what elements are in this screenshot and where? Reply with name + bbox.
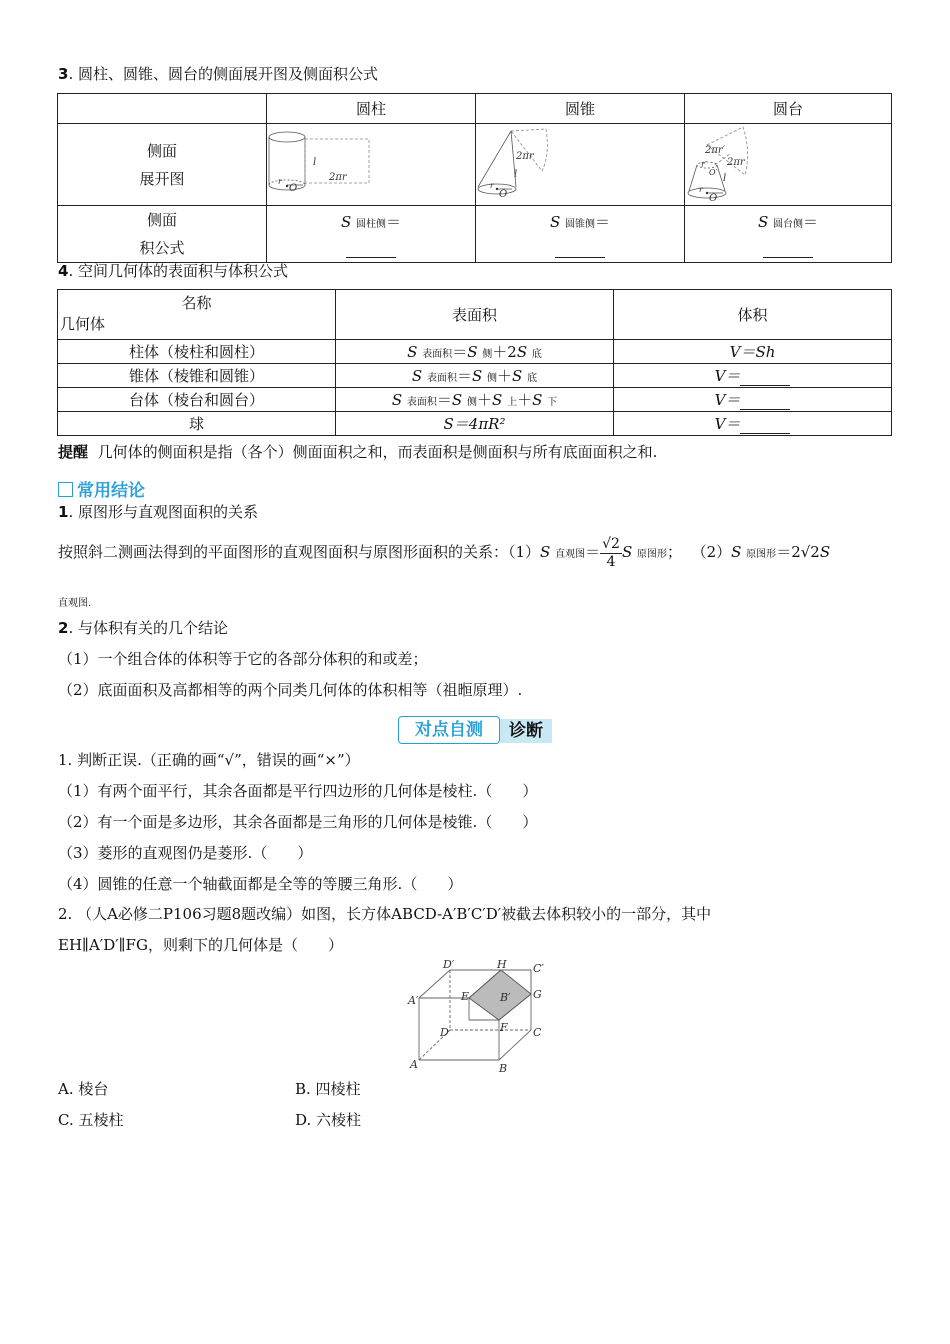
question-1-stem: 1. 判断正误.（正确的画“√”，错误的画“×”） bbox=[58, 751, 360, 769]
lateral-surface-table bbox=[57, 93, 892, 263]
table3-header-cylinder: 圆柱 bbox=[267, 94, 476, 124]
reminder: 提醒 几何体的侧面积是指（各个）侧面面积之和，而表面积是侧面积与所有底面面积之和. bbox=[58, 443, 658, 461]
section-3-heading: 3. 圆柱、圆锥、圆台的侧面展开图及侧面积公式 bbox=[58, 65, 378, 83]
frustum-formula: S 圆台侧＝ bbox=[685, 206, 892, 263]
fraction: $\frac{√2}{4}$ bbox=[602, 535, 620, 570]
frustum-net-drawing bbox=[685, 125, 891, 205]
question-1-item: （2）有一个面是多边形，其余各面都是三角形的几何体是棱锥.（ ） bbox=[58, 813, 538, 831]
table3-row2-label: 侧面 积公式 bbox=[58, 206, 267, 263]
cone-O-label: O bbox=[499, 188, 508, 200]
option-d[interactable]: D. 六棱柱 bbox=[295, 1111, 362, 1129]
frus-2pir-top-label: 2πr′ bbox=[705, 144, 725, 156]
frus-O-label: O bbox=[709, 192, 718, 204]
volume-blank[interactable] bbox=[740, 395, 790, 410]
banner-right: 诊断 bbox=[500, 719, 552, 743]
conclusion-1-heading: 1. 原图形与直观图面积的关系 bbox=[58, 503, 258, 521]
table-row bbox=[58, 412, 892, 436]
table3-header-cone: 圆锥 bbox=[476, 94, 685, 124]
label-C: C bbox=[533, 1026, 542, 1039]
table3-corner bbox=[58, 94, 267, 124]
checkbox-icon bbox=[58, 482, 73, 497]
cone-formula-blank[interactable] bbox=[555, 243, 605, 258]
question-1-item: （3）菱形的直观图仍是菱形.（ ） bbox=[58, 844, 313, 862]
volume-blank[interactable] bbox=[740, 419, 790, 434]
common-conclusions-heading: 常用结论 bbox=[58, 476, 145, 501]
question-2-stem-line2: EH∥A′D′∥FG，则剩下的几何体是（ ） bbox=[58, 936, 343, 954]
row-name: 台体（棱台和圆台） bbox=[58, 388, 336, 412]
frustum-formula-blank[interactable] bbox=[763, 243, 813, 258]
frus-r-label: r bbox=[699, 184, 703, 194]
question-2-stem-line1: 2. （人A必修二P106习题8题改编）如图，长方体ABCD-A′B′C′D′被截去体积较小的一部分，其中 bbox=[58, 905, 712, 923]
table4-corner: 名称 几何体 bbox=[58, 290, 336, 340]
cone-formula: S 圆锥侧＝ bbox=[476, 206, 685, 263]
cone-l-label: l bbox=[514, 168, 518, 180]
option-a[interactable]: A. 棱台 bbox=[58, 1080, 109, 1098]
conclusion-2-item: （2）底面面积及高都相等的两个同类几何体的体积相等（祖暅原理）. bbox=[58, 681, 523, 699]
label-D: D bbox=[440, 1026, 449, 1039]
row-surface: S＝4πR² bbox=[336, 412, 614, 436]
cone-net-drawing bbox=[476, 125, 682, 205]
cylinder-net-drawing bbox=[267, 125, 473, 205]
table4-header-surface: 表面积 bbox=[336, 290, 614, 340]
question-1-item: （1）有两个面平行，其余各面都是平行四边形的几何体是棱柱.（ ） bbox=[58, 782, 538, 800]
frus-2pir-label: 2πr bbox=[727, 156, 745, 168]
conclusion-1-tail: 直观图. bbox=[58, 598, 92, 609]
row-name: 锥体（棱锥和圆锥） bbox=[58, 364, 336, 388]
row-name: 球 bbox=[58, 412, 336, 436]
banner-left: 对点自测 bbox=[398, 716, 500, 744]
cone-net-figure bbox=[476, 124, 685, 206]
label-C1: C′ bbox=[533, 962, 544, 975]
conclusion-1-text: 按照斜二测画法得到的平面图形的直观图面积与原图形面积的关系：（1）S 直观图＝ $\frac{√2}{4}$ S 原图形； （2）S 原图形＝2√2S bbox=[58, 535, 831, 570]
label-B: B bbox=[499, 1062, 508, 1075]
cyl-2pir-label: 2πr bbox=[329, 171, 347, 183]
option-c[interactable]: C. 五棱柱 bbox=[58, 1111, 124, 1129]
label-D1: D′ bbox=[443, 958, 455, 971]
section-4-heading: 4. 空间几何体的表面积与体积公式 bbox=[58, 262, 288, 280]
label-B1: B′ bbox=[500, 991, 511, 1004]
conclusion-2-heading: 2. 与体积有关的几个结论 bbox=[58, 619, 228, 637]
conclusion-2-item: （1）一个组合体的体积等于它的各部分体积的和或差； bbox=[58, 650, 428, 668]
cylinder-formula-blank[interactable] bbox=[346, 243, 396, 258]
label-H: H bbox=[497, 958, 507, 971]
question-1-item: （4）圆锥的任意一个轴截面都是全等的等腰三角形.（ ） bbox=[58, 875, 463, 893]
row-surface: S 表面积＝S 侧＋2S 底 bbox=[336, 340, 614, 364]
row-surface: S 表面积＝S 侧＋S 底 bbox=[336, 364, 614, 388]
row-volume: V＝ bbox=[614, 364, 892, 388]
frustum-net-figure bbox=[685, 124, 892, 206]
row-volume: V＝ bbox=[614, 388, 892, 412]
row-volume: V＝Sh bbox=[614, 340, 892, 364]
option-b[interactable]: B. 四棱柱 bbox=[295, 1080, 361, 1098]
row-surface: S 表面积＝S 侧＋S 上＋S 下 bbox=[336, 388, 614, 412]
row-volume: V＝ bbox=[614, 412, 892, 436]
table3-header-frustum: 圆台 bbox=[685, 94, 892, 124]
table-row bbox=[58, 340, 892, 364]
table-row bbox=[58, 364, 892, 388]
label-A: A bbox=[410, 1058, 418, 1071]
table4-header-volume: 体积 bbox=[614, 290, 892, 340]
table3-row1-label: 侧面 展开图 bbox=[58, 124, 267, 206]
cyl-l-label: l bbox=[313, 156, 317, 168]
row-name: 柱体（棱柱和圆柱） bbox=[58, 340, 336, 364]
label-A1: A′ bbox=[408, 994, 419, 1007]
cylinder-net-figure bbox=[267, 124, 476, 206]
frus-Otop-label: O′ bbox=[709, 167, 718, 177]
cyl-O-label: O bbox=[289, 182, 298, 194]
table-row bbox=[58, 388, 892, 412]
label-G: G bbox=[533, 988, 542, 1001]
cuboid-figure bbox=[405, 958, 555, 1076]
frus-l-label: l bbox=[723, 172, 727, 184]
cone-2pir-label: 2πr bbox=[516, 150, 534, 162]
frus-rtop-label: r′ bbox=[701, 159, 707, 169]
cylinder-formula: S 圆柱侧＝ bbox=[267, 206, 476, 263]
label-E: E bbox=[461, 990, 470, 1003]
surface-volume-table bbox=[57, 289, 892, 436]
label-F: F bbox=[500, 1021, 508, 1034]
cone-r-label: r bbox=[490, 180, 494, 190]
cyl-r-label: r bbox=[278, 176, 282, 186]
self-test-banner bbox=[398, 716, 553, 744]
volume-blank[interactable] bbox=[740, 371, 790, 386]
